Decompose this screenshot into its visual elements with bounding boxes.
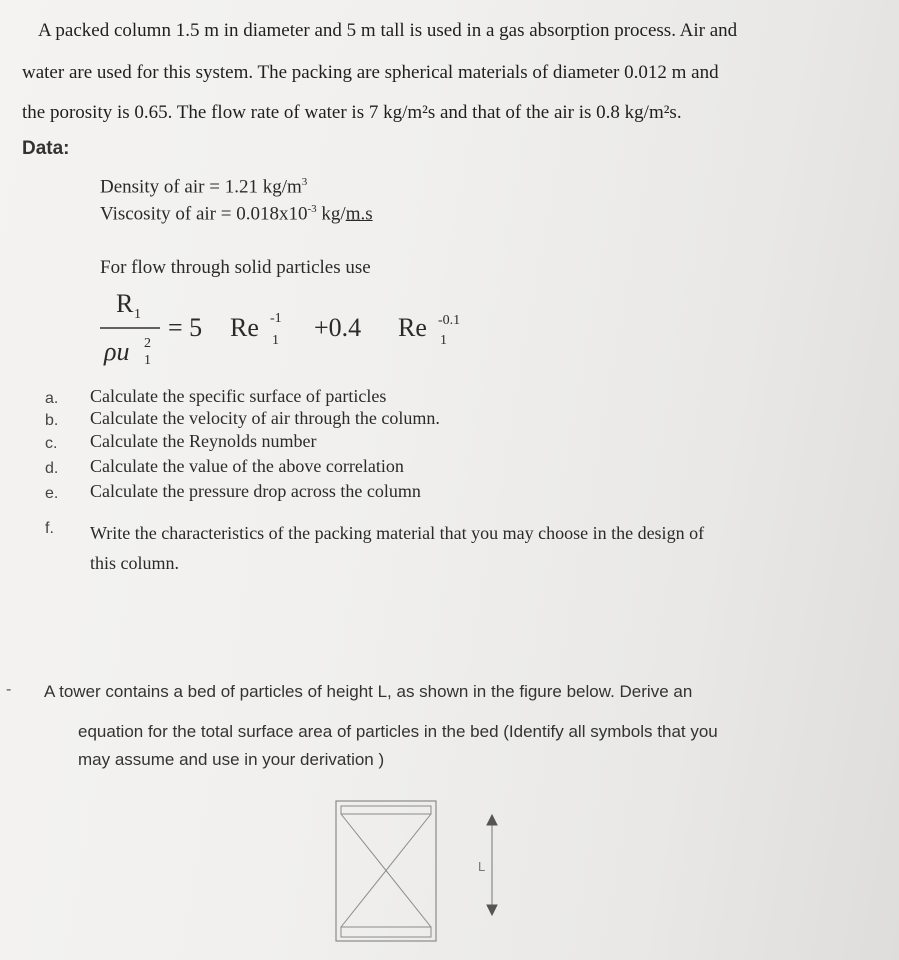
item-a-text: Calculate the specific surface of particles <box>90 386 387 406</box>
bed-top-plate <box>341 806 431 814</box>
item-f-text: Write the characteristics of the packing material that you may choose in the design of <box>90 523 705 543</box>
eq-re-term-1-sup: -1 <box>270 311 282 326</box>
eq-denominator-sub: 1 <box>144 353 151 368</box>
item-b-text: Calculate the velocity of air through the column. <box>90 408 440 428</box>
intro-line-3: the porosity is 0.65. The flow rate of water is 7 kg/m²s and that of the air is 0.8 kg/m²s. <box>22 102 682 123</box>
data-label: Data: <box>22 138 70 159</box>
eq-rhs-equals: = 5 <box>168 313 203 342</box>
item-c-letter: c. <box>45 435 58 452</box>
eq-numerator: R <box>116 289 134 318</box>
height-arrow-up-icon <box>487 815 497 825</box>
intro-line-2: water are used for this system. The packing are spherical materials of diameter 0.012 m and <box>22 62 719 83</box>
problem2-line-1: A tower contains a bed of particles of height L, as shown in the figure below. Derive an <box>44 682 693 701</box>
eq-plus-term: +0.4 <box>314 313 362 342</box>
height-arrow-down-icon <box>487 905 497 915</box>
viscosity-unit: kg/ <box>316 203 346 225</box>
density-text: Density of air = 1.21 kg/m <box>100 176 302 198</box>
problem2-line-3: may assume and use in your derivation ) <box>78 750 385 769</box>
eq-denominator-sup: 2 <box>144 336 151 351</box>
eq-re-term-2: Re <box>398 313 427 342</box>
viscosity-unit-underlined: m.s <box>345 203 373 225</box>
density-line <box>100 176 307 198</box>
correlation-equation <box>96 284 516 368</box>
item-d-text: Calculate the value of the above correlation <box>90 456 404 476</box>
intro-line-1: A packed column 1.5 m in diameter and 5 m tall is used in a gas absorption process. Air and <box>38 20 738 41</box>
packed-bed-figure <box>330 795 520 945</box>
item-d-letter: d. <box>45 460 59 477</box>
viscosity-text: Viscosity of air = 0.018x10 <box>100 203 308 225</box>
item-f-letter: f. <box>45 520 54 537</box>
item-c-text: Calculate the Reynolds number <box>90 431 317 451</box>
item-b-letter: b. <box>45 412 59 429</box>
viscosity-line <box>100 203 373 225</box>
correlation-intro: For flow through solid particles use <box>100 257 371 278</box>
viscosity-sup: -3 <box>307 203 317 215</box>
eq-re-term-1-sub: 1 <box>272 333 279 348</box>
item-e-letter: e. <box>45 485 59 502</box>
eq-re-term-2-sup: -0.1 <box>438 313 461 328</box>
problem2-line-2: equation for the total surface area of particles in the bed (Identify all symbols that you <box>78 722 718 741</box>
item-f-text-cont: this column. <box>90 553 179 573</box>
eq-denominator: ρu <box>104 337 130 366</box>
item-e-text: Calculate the pressure drop across the column <box>90 481 421 501</box>
item-a-letter: a. <box>45 390 59 407</box>
bed-bottom-plate <box>341 927 431 937</box>
density-sup: 3 <box>301 176 308 188</box>
eq-numerator-sub: 1 <box>134 307 141 322</box>
eq-re-term-1: Re <box>230 313 259 342</box>
problem2-bullet: - <box>6 681 12 698</box>
height-label: L <box>478 859 486 874</box>
eq-re-term-2-sub: 1 <box>440 333 447 348</box>
